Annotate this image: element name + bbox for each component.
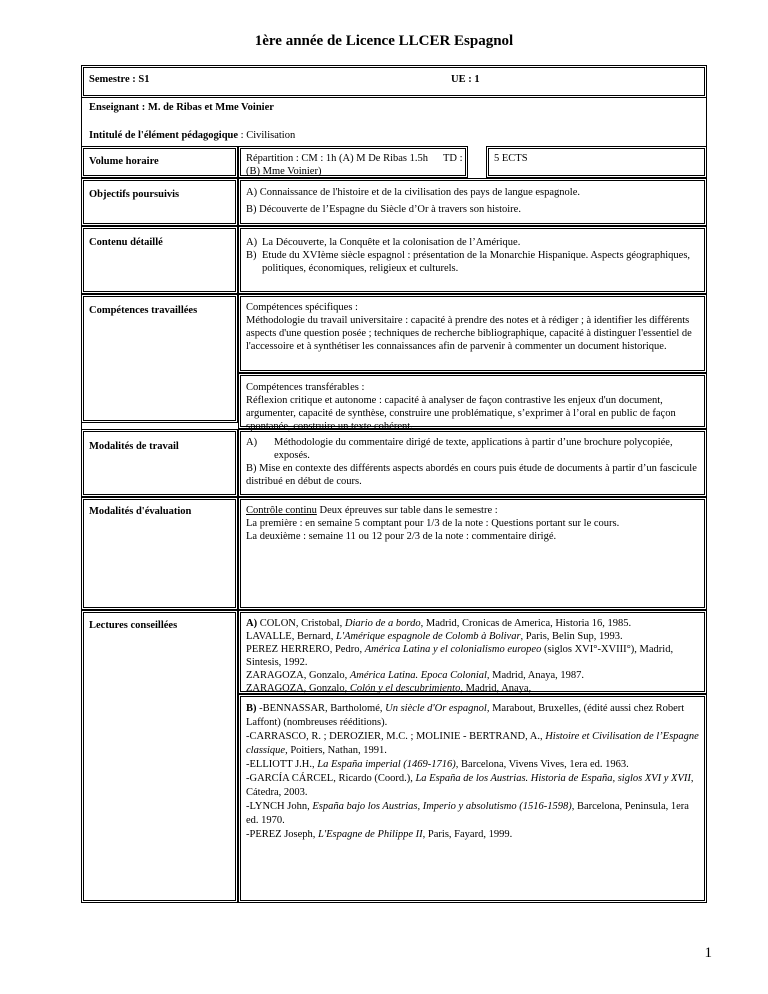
modalites-travail-content — [246, 436, 701, 488]
volume-ects: 5 ECTS — [494, 153, 528, 164]
contenu-item-b: B) Etude du XVIème siècle espagnol : présentation de la Monarchie Hispanique. Aspects géographiques, politiques, économiques, religieux et culturels. — [246, 250, 691, 274]
lectures-a-ref-4: ZARAGOZA, Gonzalo, Colón y el descubrimiento, Madrid, Anaya, — [246, 683, 532, 694]
competences-transferables-title: Compétences transférables : — [246, 382, 365, 393]
evaluation-controle: Contrôle continu Deux épreuves sur table dans le semestre : — [246, 505, 498, 516]
volume-repartition: Répartition : CM : 1h (A) M De Ribas 1.5h (B) Mme Voinier) — [246, 153, 428, 177]
objectifs-label: Objectifs poursuivis — [89, 189, 180, 200]
page-number: 1 — [704, 945, 712, 961]
contenu-label: Contenu détaillé — [89, 237, 163, 248]
semestre-row — [81, 65, 707, 98]
competences-transferables-text: Réflexion critique et autonome : capacité à analyser de façon contrastive les enjeux d'un document, argumenter, capacité de synthèse, construire une problématique, s’exprimer à l’oral en public de façon spontanée, construire un texte cohérent. — [246, 395, 676, 432]
modalites-marker-a: A) — [246, 437, 258, 448]
evaluation-content — [246, 504, 701, 543]
intitule-line — [89, 129, 295, 142]
lectures-label: Lectures conseillées — [89, 620, 178, 631]
competences-label: Compétences travaillées — [89, 305, 198, 316]
lectures-b-ref-3: -GARCÍA CÁRCEL, Ricardo (Coord.), La España de los Austrias. Historia de España, siglos XVI y XVII, Cátedra, 2003. — [246, 773, 694, 798]
competences-specifiques-title: Compétences spécifiques : — [246, 302, 358, 313]
contenu-content — [246, 236, 701, 275]
competences-specifiques — [246, 301, 701, 353]
evaluation-controle-label: Contrôle continu — [246, 505, 317, 516]
page-title: 1ère année de Licence LLCER Espagnol — [254, 33, 514, 49]
objectifs-line-b: B) Découverte de l’Espagne du Siècle d’Or à travers son histoire. — [246, 204, 521, 215]
lectures-a-ref-3: ZARAGOZA, Gonzalo, América Latina. Epoca Colonial, Madrid, Anaya, 1987. — [246, 670, 585, 681]
lectures-b-ref-0: B) -BENNASSAR, Bartholomé, Un siècle d'Or espagnol, Marabout, Bruxelles, (édité aussi chez Robert Laffont) (nombreuses rééditions). — [246, 703, 685, 728]
modalites-item-b: B) Mise en contexte des différents aspects abordés en cours puis étude de documents à partir d’un fascicule distribué en début de cours. — [246, 463, 697, 487]
contenu-marker-a: A) — [246, 237, 258, 248]
contenu-marker-b: B) — [246, 250, 257, 261]
lectures-a-ref-1: LAVALLE, Bernard, L'Amérique espagnole de Colomb à Bolivar, Paris, Belin Sup, 1993. — [246, 631, 623, 642]
evaluation-label: Modalités d'évaluation — [89, 506, 192, 517]
evaluation-line-1: La première : en semaine 5 comptant pour 1/3 de la note : Questions portant sur le cours. — [246, 518, 620, 529]
objectifs-content — [246, 186, 701, 216]
lectures-a-ref-0: A) COLON, Cristobal, Diario de a bordo, Madrid, Cronicas de America, Historia 16, 1985. — [246, 618, 632, 629]
volume-label: Volume horaire — [89, 156, 159, 167]
ue-label: UE : 1 — [451, 74, 480, 85]
intitule-value: : Civilisation — [238, 130, 296, 141]
evaluation-line-2: La deuxième : semaine 11 ou 12 pour 2/3 de la note : commentaire dirigé. — [246, 531, 557, 542]
modalites-item-a: A) Méthodologie du commentaire dirigé de texte, applications à partir d’une brochure polycopiée, exposés. — [246, 437, 673, 461]
intitule-label: Intitulé de l'élément pédagogique — [89, 130, 239, 141]
lectures-b-ref-5: -PEREZ Joseph, L'Espagne de Philippe II, Paris, Fayard, 1999. — [246, 829, 513, 840]
volume-td: TD : — [443, 153, 463, 164]
objectifs-line-a: A) Connaissance de l'histoire et de la civilisation des pays de langue espagnole. — [246, 187, 581, 198]
enseignant-label: Enseignant : M. de Ribas et Mme Voinier — [89, 102, 274, 113]
modalites-travail-label: Modalités de travail — [89, 441, 179, 452]
lectures-b-ref-2: -ELLIOTT J.H., La España imperial (1469-1716), Barcelona, Vivens Vives, 1era ed. 1963. — [246, 759, 629, 770]
contenu-item-a: A) La Découverte, la Conquête et la colonisation de l’Amérique. — [246, 237, 521, 248]
competences-specifiques-text: Méthodologie du travail universitaire : capacité à prendre des notes et à rédiger ; à identifier les différents aspects d'une question posée ; techniques de recherche bibliographique, capacité à distinguer l'essentiel de l'accessoire et à synthétiser les connaissances afin de parvenir à commenter un document historique. — [246, 315, 692, 352]
competences-transferables — [246, 381, 701, 433]
lectures-a-ref-2: PEREZ HERRERO, Pedro, América Latina y el colonialismo europeo (siglos XVI°-XVIII°), Madrid, Sintesis, 1992. — [246, 644, 674, 668]
lectures-b-ref-4: -LYNCH John, España bajo los Austrias, Imperio y absolutismo (1516-1598), Barcelona, Peninsula, 1era ed. 1970. — [246, 801, 689, 826]
lectures-label-cell — [81, 610, 238, 903]
objectifs-label-cell — [81, 178, 238, 226]
lectures-b-ref-1: -CARRASCO, R. ; DEROZIER, M.C. ; MOLINIE - BERTRAND, A., Histoire et Civilisation de l’Espagne classique, Poitiers, Nathan, 1991. — [246, 731, 699, 756]
semestre-label: Semestre : S1 — [89, 74, 150, 85]
lectures-b-content — [246, 702, 701, 842]
lectures-a-content — [246, 617, 701, 695]
